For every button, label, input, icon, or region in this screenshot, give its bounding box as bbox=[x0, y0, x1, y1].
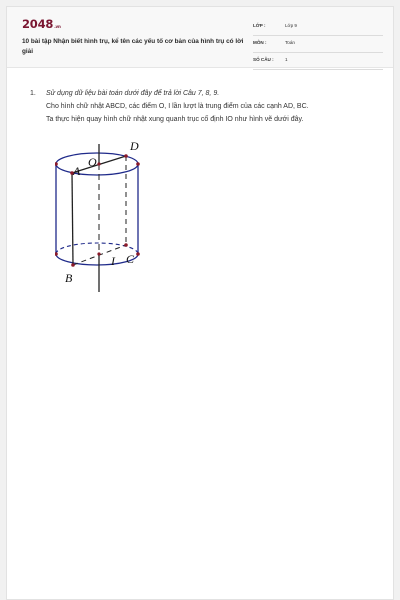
segment-AB bbox=[72, 173, 73, 265]
meta-row-subject bbox=[253, 36, 383, 53]
label-B: B bbox=[65, 271, 73, 285]
point-D bbox=[124, 154, 128, 158]
point-right-top bbox=[136, 162, 140, 166]
question-body bbox=[46, 87, 386, 126]
point-right-bottom bbox=[136, 252, 140, 256]
meta-label-grade: LỚP : bbox=[253, 23, 266, 28]
question-line-2: Ta thực hiện quay hình chữ nhật xung quanh trục cố định IO như hình vẽ dưới đây. bbox=[46, 116, 304, 123]
label-I: I bbox=[111, 254, 115, 268]
question-number: 1. bbox=[30, 90, 36, 97]
document-page bbox=[6, 6, 394, 600]
meta-label-subject: MÔN : bbox=[253, 40, 267, 45]
meta-value-subject: Toán bbox=[285, 40, 295, 45]
cylinder-figure bbox=[55, 132, 165, 297]
logo-suffix: .vn bbox=[54, 24, 61, 29]
label-A: A bbox=[73, 164, 81, 178]
meta-row-count bbox=[253, 53, 383, 70]
meta-value-count: 1 bbox=[285, 57, 288, 62]
point-left-top bbox=[55, 162, 58, 166]
site-logo[interactable] bbox=[22, 17, 61, 31]
cylinder-diagram bbox=[55, 132, 165, 292]
point-C bbox=[124, 243, 128, 247]
label-D: D bbox=[130, 139, 139, 153]
question-intro: Sử dụng dữ liệu bài toán dưới đây để trả lời Câu 7, 8, 9. bbox=[46, 90, 220, 97]
label-O: O bbox=[88, 155, 97, 169]
document-title: 10 bài tập Nhận biết hình trụ, kể tên các yếu tố cơ bản của hình trụ có lời giải bbox=[22, 38, 244, 55]
meta-value-grade: Lớp 9 bbox=[285, 23, 297, 28]
meta-label-count: SỐ CÂU : bbox=[253, 57, 274, 62]
question-line-1: Cho hình chữ nhật ABCD, các điểm O, I lần lượt là trung điểm của các cạnh AD, BC. bbox=[46, 103, 309, 110]
point-left-bottom bbox=[55, 252, 58, 256]
label-C: C bbox=[126, 252, 135, 266]
meta-info bbox=[253, 19, 383, 70]
logo-text: 2048 bbox=[22, 17, 54, 31]
point-O bbox=[97, 162, 100, 165]
document-header bbox=[7, 7, 393, 68]
point-I bbox=[97, 252, 100, 255]
point-B bbox=[71, 263, 75, 267]
meta-row-grade bbox=[253, 19, 383, 36]
